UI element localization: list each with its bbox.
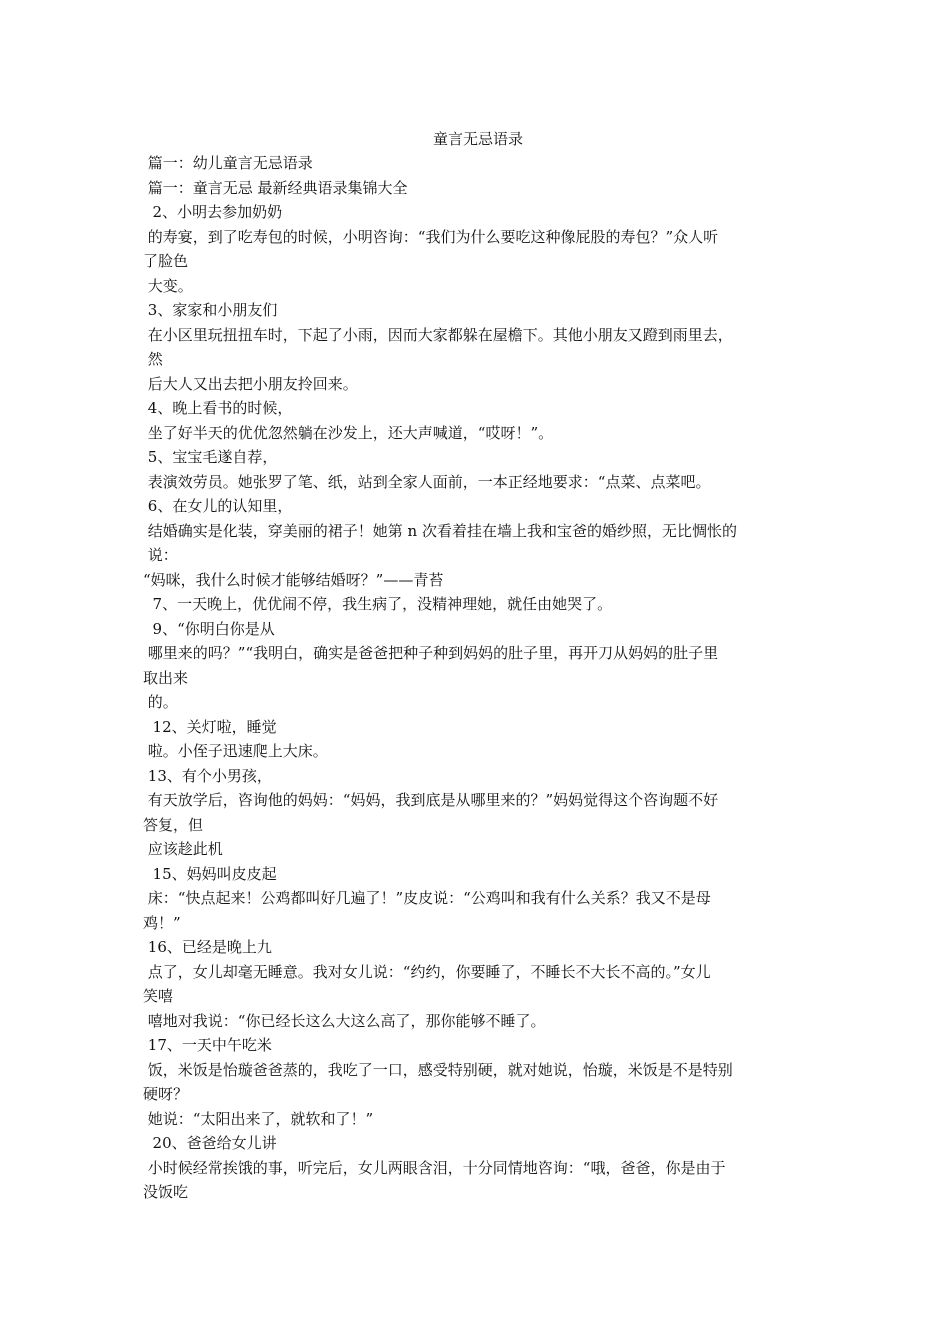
text-line: 了脸色 xyxy=(143,252,189,270)
text-line: 5、宝宝毛遂自荐， xyxy=(143,448,278,466)
text-line: 哪里来的吗？”“我明白，确实是爸爸把种子种到妈妈的肚子里，再开刀从妈妈的肚子里 xyxy=(143,644,719,662)
text-line: 啦。小侄子迅速爬上大床。 xyxy=(143,742,328,760)
document-page xyxy=(143,127,813,1205)
text-line: 有天放学后，咨询他的妈妈：“妈妈，我到底是从哪里来的？”妈妈觉得这个咨询题不好 xyxy=(143,791,719,809)
text-line: 她说：“太阳出来了，就软和了！” xyxy=(143,1109,374,1128)
text-line: 20、爸爸给女儿讲 xyxy=(143,1134,277,1152)
text-line: 然 xyxy=(143,350,163,368)
text-line: “妈咪，我什么时候才能够结婚呀？”——青苔 xyxy=(143,570,444,589)
text-line: 嘻地对我说：“你已经长这么大这么高了，那你能够不睡了。 xyxy=(143,1011,546,1030)
text-line: 大变。 xyxy=(143,276,193,295)
text-line: 小时候经常挨饿的事，听完后，女儿两眼含泪，十分同情地咨询：“哦，爸爸，你是由于 xyxy=(143,1158,726,1177)
text-line: 床：“快点起来！公鸡都叫好几遍了！”皮皮说：“公鸡叫和我有什么关系？我又不是母 xyxy=(143,889,711,907)
document-body xyxy=(143,151,813,1205)
text-line: 2、小明去参加奶奶 xyxy=(143,203,283,221)
text-line: 后大人又出去把小朋友拎回来。 xyxy=(143,374,358,393)
text-line: 点了，女儿却毫无睡意。我对女儿说：“约约，你要睡了，不睡长不大长不高的。”女儿 xyxy=(143,962,711,981)
text-line: 取出来 xyxy=(143,668,189,687)
text-line: 的寿宴，到了吃寿包的时候，小明咨询：“我们为什么要吃这种像屁股的寿包？”众人听 xyxy=(143,227,719,246)
text-line: 4、晚上看书的时候， xyxy=(143,399,293,417)
text-line: 16、已经是晚上九 xyxy=(143,938,272,956)
text-line: 篇一：童言无忌 最新经典语录集锦大全 xyxy=(143,178,408,197)
text-line: 没饭吃 xyxy=(143,1183,189,1201)
text-line: 3、家家和小朋友们 xyxy=(143,301,278,319)
text-line: 答复，但 xyxy=(143,815,204,834)
text-line: 在小区里玩扭扭车时，下起了小雨，因而大家都躲在屋檐下。其他小朋友又蹬到雨里去， xyxy=(143,325,733,344)
text-line: 笑嘻 xyxy=(143,987,174,1005)
text-line: 结婚确实是化装，穿美丽的裙子！她第 n 次看着挂在墙上我和宝爸的婚纱照，无比惆怅的 xyxy=(143,521,737,540)
text-line: 应该趁此机 xyxy=(143,840,223,858)
text-line: 的。 xyxy=(143,693,178,711)
text-line: 坐了好半天的优优忽然躺在沙发上，还大声喊道，“哎呀！”。 xyxy=(143,423,554,442)
text-line: 12、关灯啦，睡觉 xyxy=(143,717,277,736)
text-line: 17、一天中午吃米 xyxy=(143,1036,272,1054)
text-line: 饭，米饭是怡璇爸爸蒸的，我吃了一口，感受特别硬，就对她说，怡璇，米饭是不是特别 xyxy=(143,1060,733,1079)
text-line: 表演效劳员。她张罗了笔、纸，站到全家人面前，一本正经地要求：“点菜、点菜吧。 xyxy=(143,472,711,491)
text-line: 9、“你明白你是从 xyxy=(143,619,275,638)
text-line: 鸡！” xyxy=(143,913,181,932)
text-line: 15、妈妈叫皮皮起 xyxy=(143,864,277,883)
text-line: 6、在女儿的认知里， xyxy=(143,497,293,515)
text-line: 篇一：幼儿童言无忌语录 xyxy=(143,154,313,172)
document-title: 童言无忌语录 xyxy=(432,130,523,148)
text-line: 13、有个小男孩， xyxy=(143,766,272,785)
text-line: 7、一天晚上，优优闹不停，我生病了，没精神理她，就任由她哭了。 xyxy=(143,595,613,613)
text-line: 说： xyxy=(143,546,178,564)
text-line: 硬呀？ xyxy=(143,1085,189,1103)
